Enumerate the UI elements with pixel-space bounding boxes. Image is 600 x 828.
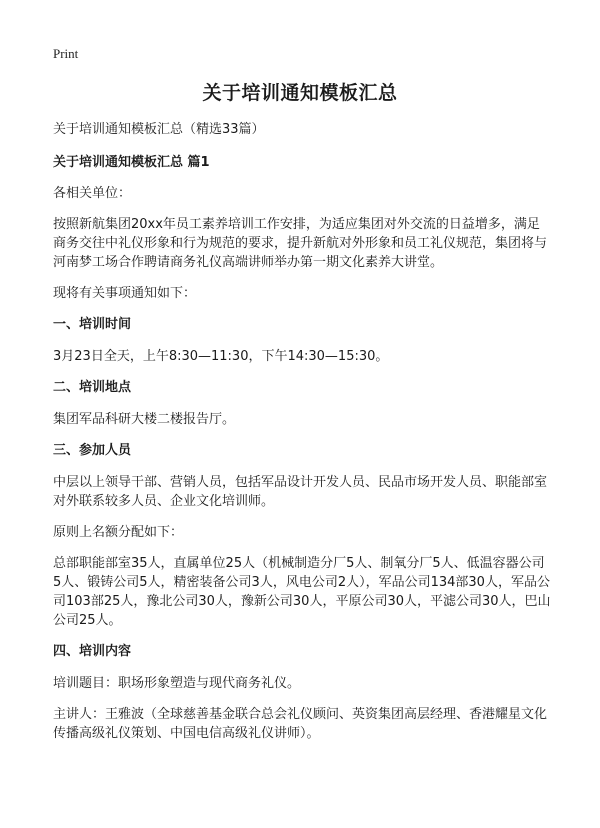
- section-heading-time: 一、培训时间: [53, 317, 132, 332]
- salutation: 各相关单位：: [53, 186, 132, 201]
- section-heading-content: 四、培训内容: [53, 644, 132, 659]
- article-heading: 关于培训通知模板汇总 篇1: [53, 155, 210, 170]
- section-paragraph: 3月23日全天，上午8:30—11:30，下午14:30—15:30。: [53, 349, 389, 364]
- document-subtitle: 关于培训通知模板汇总（精选33篇）: [53, 122, 265, 137]
- section-paragraph: 集团军品科研大楼二楼报告厅。: [53, 412, 236, 427]
- document-body: [53, 120, 552, 755]
- notice-lead: 现将有关事项通知如下：: [53, 286, 197, 301]
- page-title: 关于培训通知模板汇总: [202, 82, 398, 104]
- section-paragraph: 培训题目：职场形象塑造与现代商务礼仪。: [53, 676, 301, 691]
- section-heading-location: 二、培训地点: [53, 380, 132, 395]
- section-paragraph: 总部职能部室35人，直属单位25人（机械制造分厂5人、制氧分厂5人、低温容器公司5人、锻铸公司5人，精密装备公司3人，风电公司2人），军品公司134部30人，军品公司103部25人，豫北公司30人，豫新公司30人，平原公司30人，平滤公司30人，巴山公司25人。: [53, 556, 551, 628]
- section-paragraph: 中层以上领导干部、营销人员，包括军品设计开发人员、民品市场开发人员、职能部室对外联系较多人员、企业文化培训师。: [53, 475, 548, 509]
- section-heading-participants: 三、参加人员: [53, 443, 132, 458]
- intro-paragraph: 按照新航集团20xx年员工素养培训工作安排，为适应集团对外交流的日益增多，满足商务交往中礼仪形象和行为规范的要求，提升新航对外形象和员工礼仪规范，集团将与河南梦工场合作聘请商务礼仪高端讲师举办第一期文化素养大讲堂。: [53, 217, 548, 270]
- section-paragraph: 原则上名额分配如下：: [53, 525, 184, 540]
- section-paragraph: 主讲人：王雅波（全球慈善基金联合总会礼仪顾问、英资集团高层经理、香港耀星文化传播高级礼仪策划、中国电信高级礼仪讲师）。: [53, 707, 548, 741]
- print-link[interactable]: Print: [53, 46, 79, 61]
